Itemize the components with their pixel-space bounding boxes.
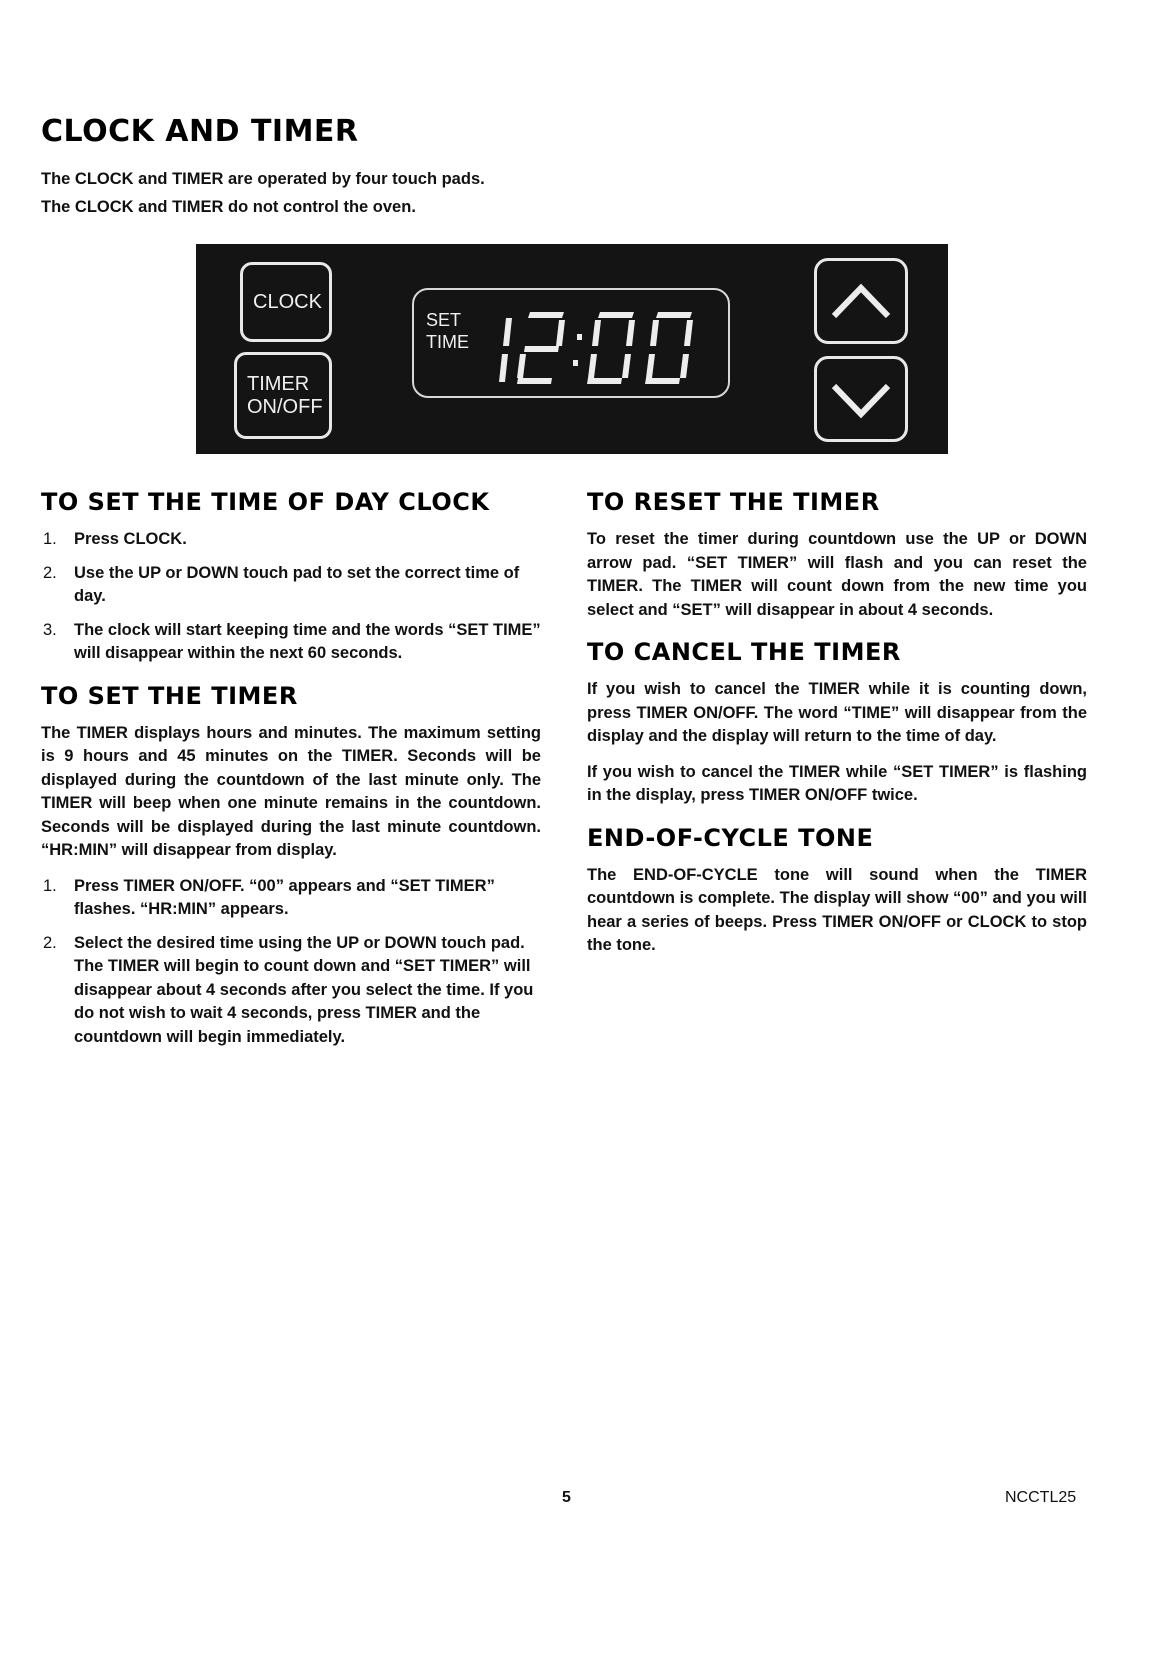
list-item xyxy=(41,932,541,1050)
section-body: The TIMER displays hours and minutes. The maximum setting is 9 hours and 45 minutes on the TIMER. Seconds will be displayed during the countdown of the last minute only. The TIMER will beep when one minute remains in the countdown. Seconds will be displayed during the last minute countdown. “HR:MIN” will disappear from display. xyxy=(41,723,541,859)
section-body: If you wish to cancel the TIMER while it is counting down, press TIMER ON/OFF. The word “TIME” will disappear from the display and the display will return to the time of day. xyxy=(587,680,1087,745)
step-text: Press CLOCK. xyxy=(74,530,187,548)
step-text: Press TIMER ON/OFF. “00” appears and “SET TIMER” flashes. “HR:MIN” appears. xyxy=(74,876,495,918)
up-arrow-icon xyxy=(826,276,896,326)
steps-list xyxy=(41,875,541,1050)
down-arrow-icon xyxy=(826,374,896,424)
list-item xyxy=(41,619,541,666)
clock-button-label: CLOCK xyxy=(253,290,322,313)
section-heading: TO CANCEL THE TIMER xyxy=(587,638,901,666)
intro xyxy=(41,165,485,221)
section-heading: TO SET THE TIME OF DAY CLOCK xyxy=(41,488,490,516)
step-number: 2. xyxy=(43,933,57,952)
up-arrow-button[interactable] xyxy=(814,258,908,344)
timer-button-label: ON/OFF xyxy=(247,395,323,418)
page-number: 5 xyxy=(562,1489,571,1506)
step-number: 1. xyxy=(43,876,57,895)
step-number: 2. xyxy=(43,563,57,582)
section-set-timer xyxy=(41,682,541,1050)
section-end-of-cycle-tone xyxy=(587,824,1087,958)
page-title: CLOCK AND TIMER xyxy=(41,114,359,149)
clock-display xyxy=(412,288,730,398)
step-text: The clock will start keeping time and the words “SET TIME” will disappear within the next 60 seconds. xyxy=(74,620,541,662)
display-time-label: TIME xyxy=(426,332,469,352)
section-heading: END-OF-CYCLE TONE xyxy=(587,823,874,852)
step-number: 3. xyxy=(43,620,57,639)
step-text: Use the UP or DOWN touch pad to set the correct time of day. xyxy=(74,563,520,605)
left-column xyxy=(41,488,541,1065)
document-code: NCCTL25 xyxy=(1005,1489,1077,1506)
section-heading: TO RESET THE TIMER xyxy=(587,488,880,516)
down-arrow-button[interactable] xyxy=(814,356,908,442)
right-column xyxy=(587,488,1087,974)
section-reset-timer xyxy=(587,488,1087,622)
section-cancel-timer xyxy=(587,638,1087,808)
section-body: The END-OF-CYCLE tone will sound when the TIMER countdown is complete. The display will show “00” and you will hear a series of beeps. Press TIMER ON/OFF or CLOCK to stop the tone. xyxy=(587,865,1087,954)
timer-on-off-button[interactable] xyxy=(234,352,332,439)
steps-list xyxy=(41,528,541,666)
list-item xyxy=(41,562,541,609)
step-number: 1. xyxy=(43,530,57,548)
timer-button-label: TIMER xyxy=(247,372,310,395)
section-heading: TO SET THE TIMER xyxy=(41,681,298,710)
display-set-label: SET xyxy=(426,310,462,330)
list-item xyxy=(41,875,541,922)
list-item xyxy=(41,528,541,552)
control-panel xyxy=(196,244,948,454)
step-text: Select the desired time using the UP or DOWN touch pad. The TIMER will begin to count down and “SET TIMER” will disappear about 4 seconds after you select the time. If you do not wish to wait 4 seconds, press TIMER and the countdown will begin immediately. xyxy=(74,933,534,1046)
section-set-clock xyxy=(41,488,541,666)
display-digits xyxy=(494,296,714,391)
intro-line: The CLOCK and TIMER do not control the oven. xyxy=(41,198,416,216)
section-body: To reset the timer during countdown use the UP or DOWN arrow pad. “SET TIMER” will flash and you can reset the TIMER. The TIMER will count down from the new time you select and “SET” will disappear in about 4 seconds. xyxy=(587,530,1087,619)
intro-line: The CLOCK and TIMER are operated by four touch pads. xyxy=(41,170,485,188)
section-body: If you wish to cancel the TIMER while “SET TIMER” is flashing in the display, press TIMER ON/OFF twice. xyxy=(587,762,1087,804)
clock-button[interactable] xyxy=(240,262,332,342)
